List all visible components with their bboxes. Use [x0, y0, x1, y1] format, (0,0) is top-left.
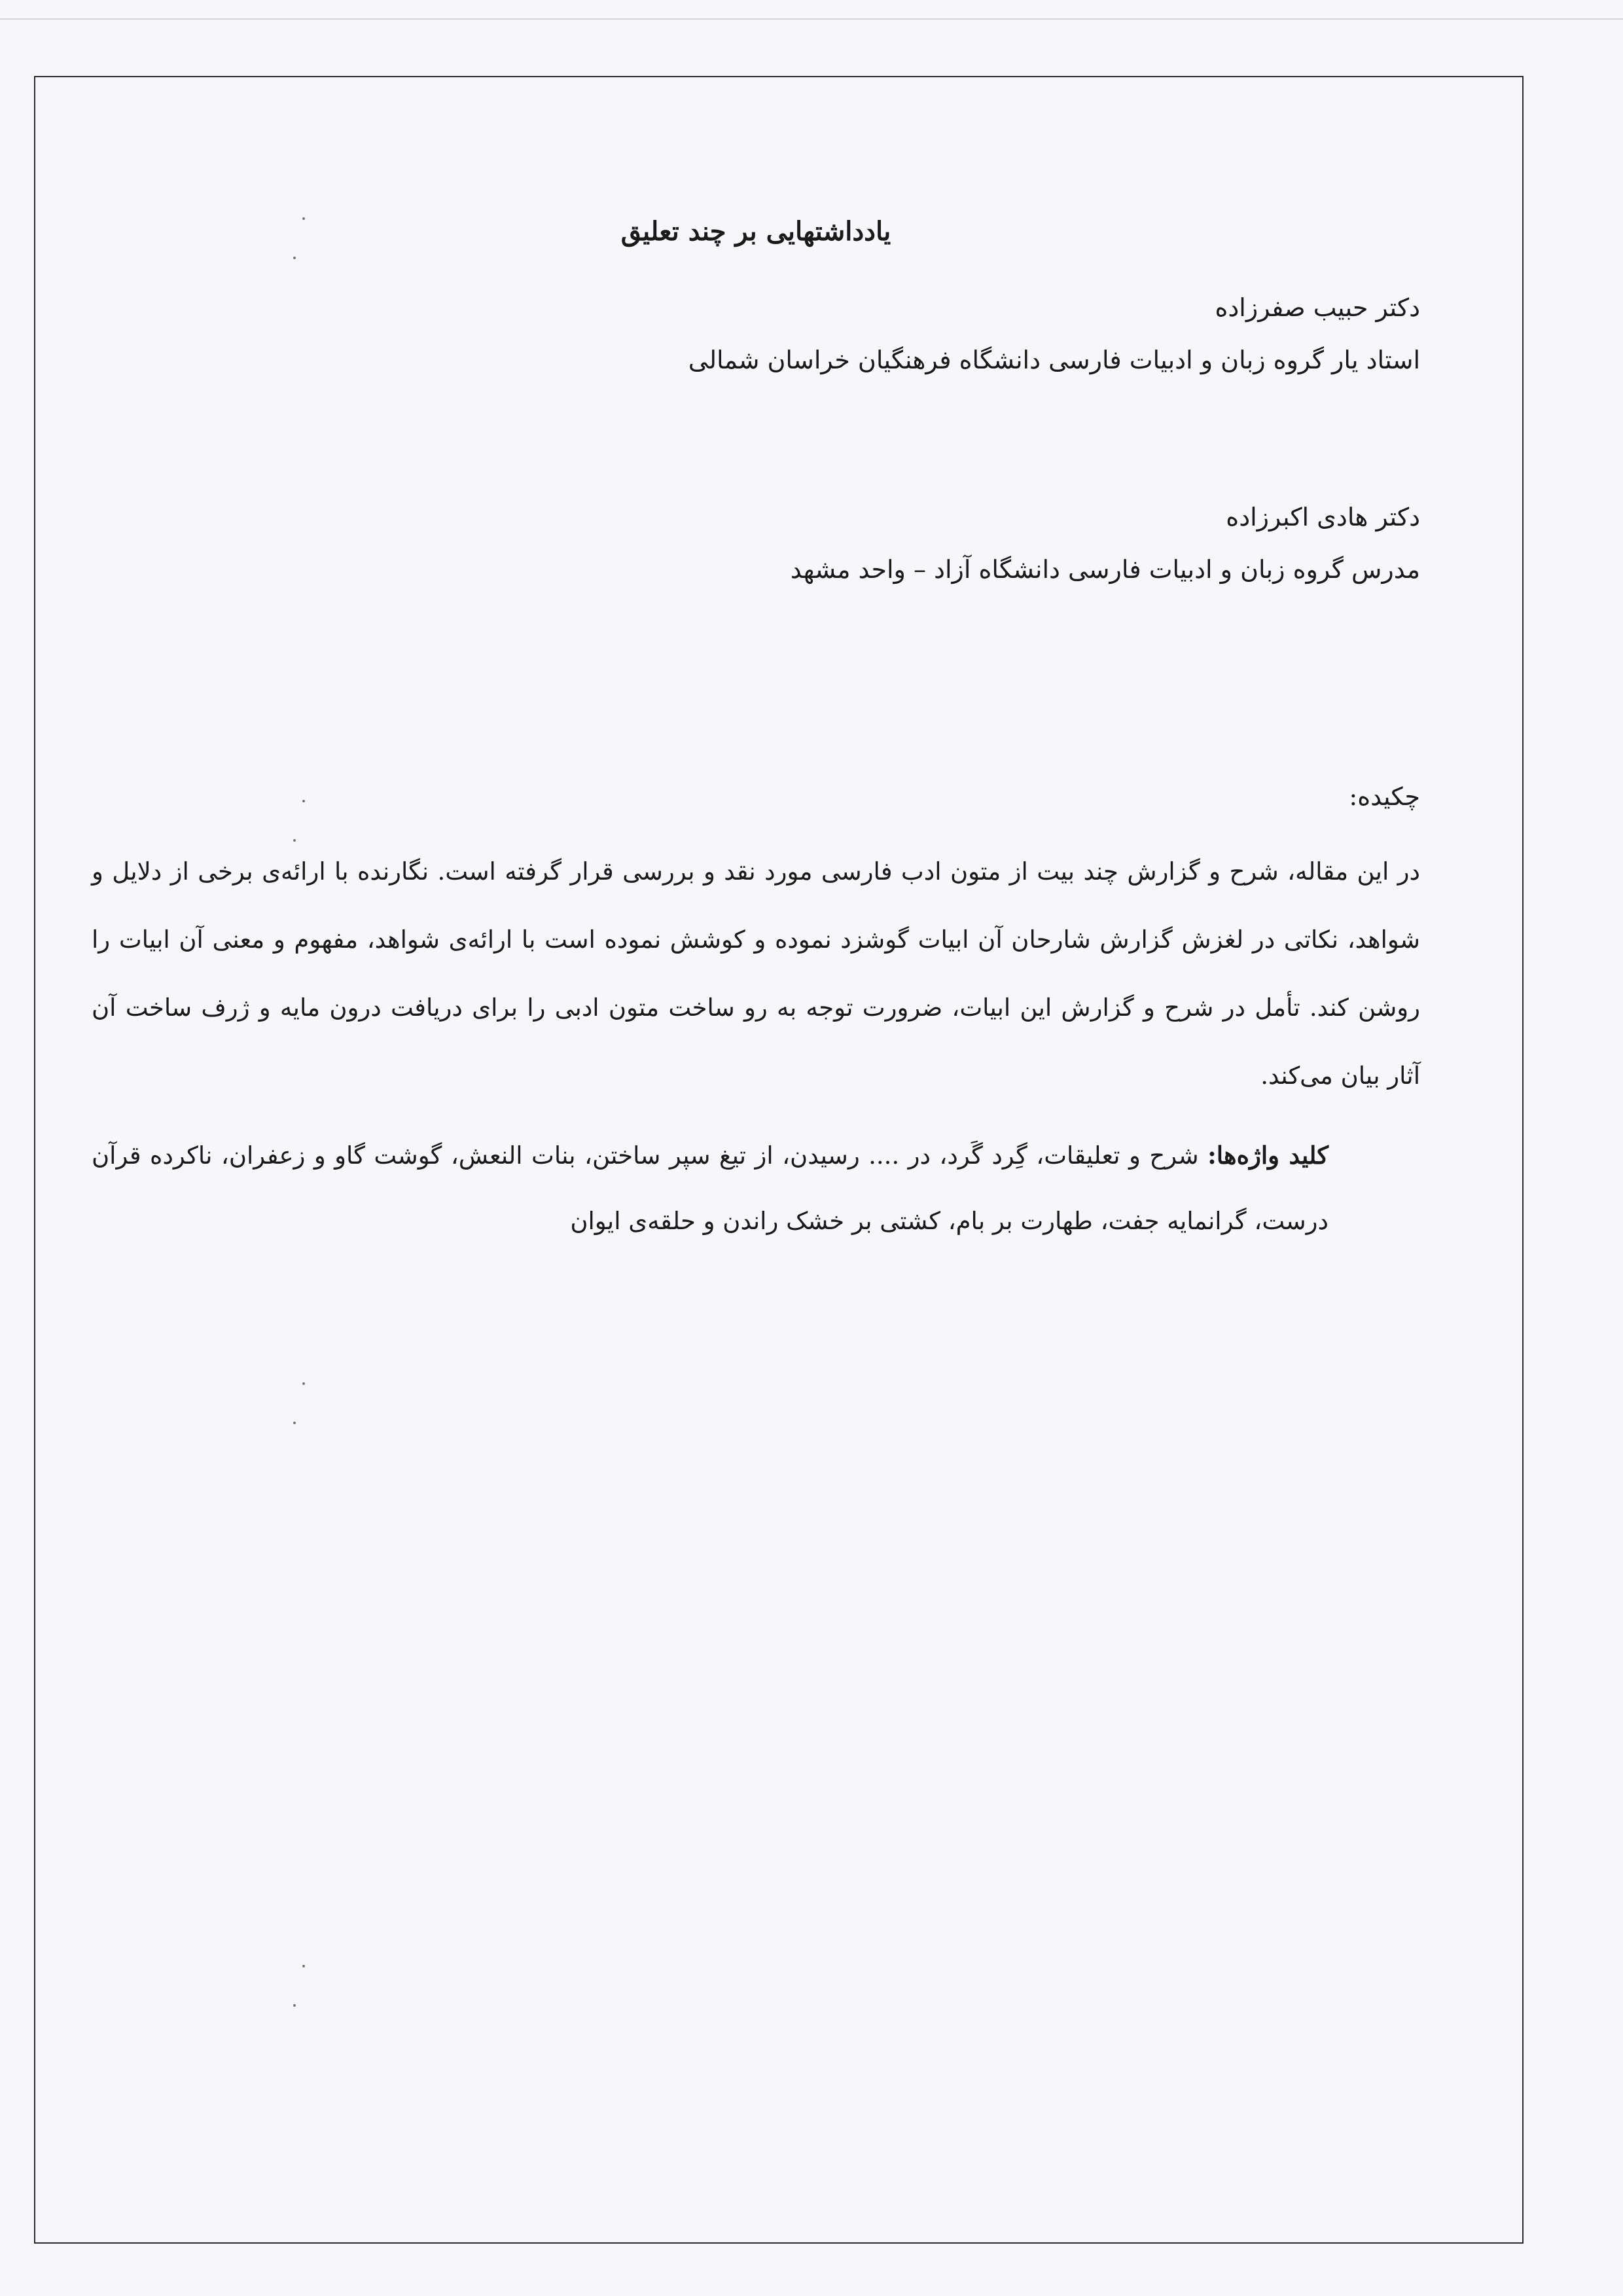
author-affiliation: استاد یار گروه زبان و ادبیات فارسی دانشگاه فرهنگیان خراسان شمالی — [688, 346, 1420, 374]
scan-speck — [293, 1422, 296, 1424]
page-top-edge — [0, 18, 1623, 20]
keywords-text: شرح و تعلیقات، گِرد گَرد، در .... رسیدن، از تیغ سپر ساختن، بنات النعش، گوشت گاو و زعفران، ناکرده قرآن درست، گرانمایه جفت، طهارت بر بام، کشتی بر خشک راندن و حلقه‌ی ایوان — [92, 1141, 1329, 1235]
author-name: دکتر حبیب صفرزاده — [1215, 293, 1420, 322]
scan-speck — [293, 257, 296, 259]
author-block — [92, 281, 1420, 386]
scan-speck — [302, 1382, 305, 1385]
author-block — [92, 491, 1420, 596]
author-name: دکتر هادی اکبرزاده — [1226, 503, 1420, 531]
document-title: یادداشتهایی بر چند تعلیق — [620, 216, 891, 247]
keywords-paragraph — [92, 1122, 1329, 1254]
scan-speck — [293, 2004, 296, 2007]
scan-speck — [302, 1965, 305, 1967]
abstract-heading: چکیده: — [1349, 782, 1420, 811]
scan-speck — [302, 800, 305, 802]
keywords-label: کلید واژه‌ها: — [1207, 1141, 1329, 1170]
author-affiliation: مدرس گروه زبان و ادبیات فارسی دانشگاه آزاد – واحد مشهد — [790, 555, 1420, 584]
abstract-body: در این مقاله، شرح و گزارش چند بیت از متون ادب فارسی مورد نقد و بررسی قرار گرفته است. نگارنده با ارائه‌ی برخی از دلایل و شواهد، نکاتی در لغزش گزارش شارحان آن ابیات گوشزد نموده و کوشش نموده است با ارائه‌ی شواهد، مفهوم و معنی آن ابیات را روشن کند. تأمل در شرح و گزارش این ابیات، ضرورت توجه به رو ساخت متون ادبی را برای دریافت درون مایه و ژرف ساخت آن آثار بیان می‌کند. — [92, 857, 1420, 1090]
